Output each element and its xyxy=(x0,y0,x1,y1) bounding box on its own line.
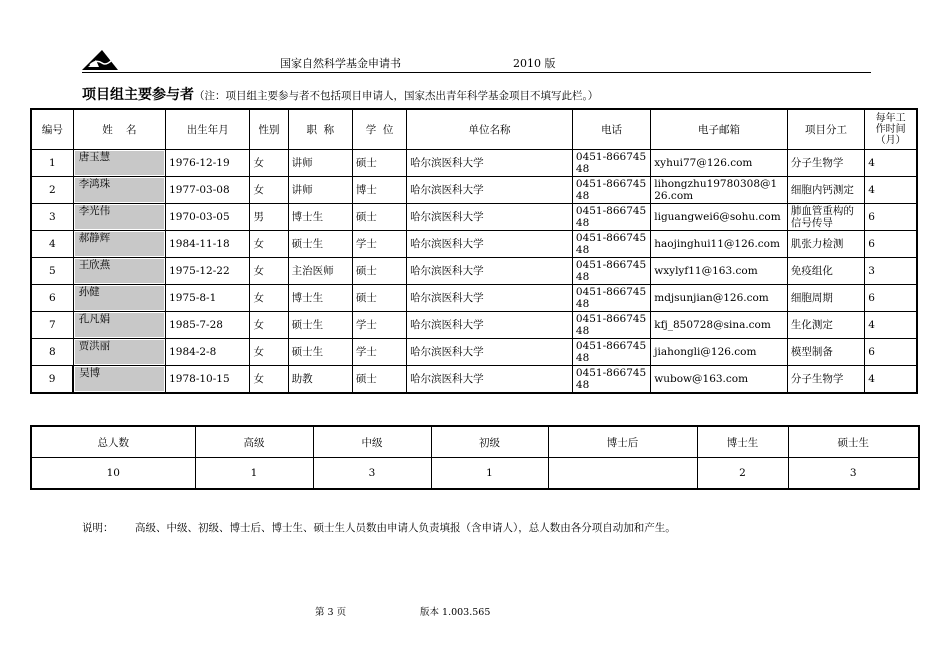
cell-name xyxy=(73,176,165,203)
cell-phone: 0451-86674548 xyxy=(572,311,650,338)
table-row xyxy=(31,149,917,176)
cell-unit: 哈尔滨医科大学 xyxy=(407,284,573,311)
table-row xyxy=(31,284,917,311)
cell-gender: 男 xyxy=(250,203,288,230)
cell-title: 硕士生 xyxy=(288,338,352,365)
staff-summary-table xyxy=(30,425,920,490)
summary-header-master: 硕士生 xyxy=(788,426,919,458)
software-version: 版本 1.003.565 xyxy=(420,607,491,618)
redacted-name: 王欣燕 xyxy=(75,259,164,283)
summary-header-row xyxy=(31,426,919,458)
redacted-name: 李鸿珠 xyxy=(75,178,164,202)
cell-unit: 哈尔滨医科大学 xyxy=(407,257,573,284)
cell-email: wxylyf11@163.com xyxy=(651,257,788,284)
summary-header-junior: 初级 xyxy=(431,426,548,458)
cell-degree: 学士 xyxy=(352,311,406,338)
cell-degree: 博士 xyxy=(352,176,406,203)
cell-birth: 1975-12-22 xyxy=(166,257,250,284)
summary-value-master: 3 xyxy=(788,458,919,490)
section-note: （注：项目组主要参与者不包括项目申请人，国家杰出青年科学基金项目不填写此栏。） xyxy=(194,90,599,102)
cell-months: 6 xyxy=(865,338,917,365)
cell-months: 4 xyxy=(865,311,917,338)
col-header-unit: 单位名称 xyxy=(407,109,573,149)
cell-role: 分子生物学 xyxy=(787,149,864,176)
summary-header-intermediate: 中级 xyxy=(313,426,431,458)
cell-phone: 0451-86674548 xyxy=(572,149,650,176)
cell-name xyxy=(73,284,165,311)
col-header-role: 项目分工 xyxy=(787,109,864,149)
cell-no: 9 xyxy=(31,365,73,393)
col-header-degree: 学 位 xyxy=(352,109,406,149)
cell-title: 硕士生 xyxy=(288,230,352,257)
col-header-months: 每年工作时间（月） xyxy=(865,109,917,149)
cell-phone: 0451-86674548 xyxy=(572,338,650,365)
redacted-name: 孙健 xyxy=(75,286,164,310)
table-row xyxy=(31,230,917,257)
cell-unit: 哈尔滨医科大学 xyxy=(407,149,573,176)
col-header-name: 姓 名 xyxy=(73,109,165,149)
cell-birth: 1985-7-28 xyxy=(166,311,250,338)
header-divider xyxy=(82,72,871,73)
cell-phone: 0451-86674548 xyxy=(572,203,650,230)
col-header-email: 电子邮箱 xyxy=(651,109,788,149)
participants-table xyxy=(30,108,918,394)
cell-role: 分子生物学 xyxy=(787,365,864,393)
cell-months: 4 xyxy=(865,365,917,393)
note-label: 说明： xyxy=(82,522,114,534)
col-header-phone: 电话 xyxy=(572,109,650,149)
cell-gender: 女 xyxy=(250,230,288,257)
redacted-name: 贾洪丽 xyxy=(75,340,164,364)
table-row xyxy=(31,338,917,365)
summary-value-phd: 2 xyxy=(697,458,788,490)
cell-title: 博士生 xyxy=(288,203,352,230)
cell-phone: 0451-86674548 xyxy=(572,257,650,284)
cell-no: 5 xyxy=(31,257,73,284)
cell-gender: 女 xyxy=(250,149,288,176)
cell-title: 讲师 xyxy=(288,176,352,203)
summary-value-senior: 1 xyxy=(195,458,313,490)
cell-no: 3 xyxy=(31,203,73,230)
cell-unit: 哈尔滨医科大学 xyxy=(407,230,573,257)
cell-role: 细胞内钙测定 xyxy=(787,176,864,203)
section-heading xyxy=(82,84,598,104)
redacted-name: 郝静辉 xyxy=(75,232,164,256)
summary-value-total: 10 xyxy=(31,458,195,490)
cell-birth: 1976-12-19 xyxy=(166,149,250,176)
summary-header-total: 总人数 xyxy=(31,426,195,458)
cell-degree: 硕士 xyxy=(352,203,406,230)
cell-months: 3 xyxy=(865,257,917,284)
cell-title: 主治医师 xyxy=(288,257,352,284)
cell-degree: 硕士 xyxy=(352,149,406,176)
cell-months: 6 xyxy=(865,203,917,230)
nsfc-logo-icon xyxy=(82,48,118,72)
cell-title: 讲师 xyxy=(288,149,352,176)
cell-gender: 女 xyxy=(250,176,288,203)
cell-title: 硕士生 xyxy=(288,311,352,338)
cell-title: 助教 xyxy=(288,365,352,393)
cell-no: 7 xyxy=(31,311,73,338)
cell-birth: 1977-03-08 xyxy=(166,176,250,203)
cell-birth: 1975-8-1 xyxy=(166,284,250,311)
summary-header-senior: 高级 xyxy=(195,426,313,458)
cell-birth: 1984-2-8 xyxy=(166,338,250,365)
cell-phone: 0451-86674548 xyxy=(572,284,650,311)
summary-header-phd: 博士生 xyxy=(697,426,788,458)
summary-value-intermediate: 3 xyxy=(313,458,431,490)
col-header-birth: 出生年月 xyxy=(166,109,250,149)
cell-degree: 硕士 xyxy=(352,365,406,393)
cell-role: 模型制备 xyxy=(787,338,864,365)
cell-phone: 0451-86674548 xyxy=(572,365,650,393)
cell-email: xyhui77@126.com xyxy=(651,149,788,176)
cell-name xyxy=(73,149,165,176)
table-row xyxy=(31,257,917,284)
cell-name xyxy=(73,257,165,284)
cell-degree: 硕士 xyxy=(352,257,406,284)
summary-value-junior: 1 xyxy=(431,458,548,490)
cell-role: 肌张力检测 xyxy=(787,230,864,257)
note-text: 高级、中级、初级、博士后、博士生、硕士生人员数由申请人负责填报（含申请人），总人数由各分项自动加和产生。 xyxy=(135,522,676,534)
cell-email: mdjsunjian@126.com xyxy=(651,284,788,311)
table-row xyxy=(31,365,917,393)
table-header-row xyxy=(31,109,917,149)
cell-degree: 硕士 xyxy=(352,284,406,311)
table-row xyxy=(31,176,917,203)
redacted-name: 唐玉慧 xyxy=(75,151,164,175)
redacted-name: 吴博 xyxy=(75,367,164,391)
cell-degree: 学士 xyxy=(352,338,406,365)
cell-months: 4 xyxy=(865,149,917,176)
cell-gender: 女 xyxy=(250,338,288,365)
cell-gender: 女 xyxy=(250,284,288,311)
col-header-gender: 性别 xyxy=(250,109,288,149)
cell-name xyxy=(73,311,165,338)
page-number: 第 3 页 xyxy=(315,607,347,618)
cell-birth: 1978-10-15 xyxy=(166,365,250,393)
cell-email: liguangwei6@sohu.com xyxy=(651,203,788,230)
cell-phone: 0451-86674548 xyxy=(572,230,650,257)
cell-gender: 女 xyxy=(250,257,288,284)
redacted-name: 孔凡娟 xyxy=(75,313,164,337)
cell-no: 4 xyxy=(31,230,73,257)
cell-name xyxy=(73,230,165,257)
cell-unit: 哈尔滨医科大学 xyxy=(407,176,573,203)
cell-email: lihongzhu19780308@126.com xyxy=(651,176,788,203)
cell-email: haojinghui11@126.com xyxy=(651,230,788,257)
version-year: 2010 版 xyxy=(513,57,556,70)
cell-name xyxy=(73,203,165,230)
document-title: 国家自然科学基金申请书 xyxy=(280,57,401,70)
cell-months: 6 xyxy=(865,284,917,311)
cell-role: 细胞周期 xyxy=(787,284,864,311)
cell-months: 4 xyxy=(865,176,917,203)
cell-role: 免疫组化 xyxy=(787,257,864,284)
cell-email: kfj_850728@sina.com xyxy=(651,311,788,338)
cell-no: 8 xyxy=(31,338,73,365)
summary-header-postdoc: 博士后 xyxy=(548,426,697,458)
col-header-no: 编号 xyxy=(31,109,73,149)
cell-no: 6 xyxy=(31,284,73,311)
cell-role: 肺血管重构的信号传导 xyxy=(787,203,864,230)
cell-unit: 哈尔滨医科大学 xyxy=(407,338,573,365)
cell-name xyxy=(73,338,165,365)
cell-gender: 女 xyxy=(250,311,288,338)
cell-birth: 1984-11-18 xyxy=(166,230,250,257)
cell-name xyxy=(73,365,165,393)
cell-unit: 哈尔滨医科大学 xyxy=(407,365,573,393)
cell-gender: 女 xyxy=(250,365,288,393)
summary-value-row xyxy=(31,458,919,490)
summary-value-postdoc xyxy=(548,458,697,490)
section-title: 项目组主要参与者 xyxy=(82,87,194,103)
cell-unit: 哈尔滨医科大学 xyxy=(407,311,573,338)
cell-role: 生化测定 xyxy=(787,311,864,338)
cell-birth: 1970-03-05 xyxy=(166,203,250,230)
cell-months: 6 xyxy=(865,230,917,257)
table-row xyxy=(31,203,917,230)
redacted-name: 李光伟 xyxy=(75,205,164,229)
cell-degree: 学士 xyxy=(352,230,406,257)
col-header-title: 职 称 xyxy=(288,109,352,149)
cell-title: 博士生 xyxy=(288,284,352,311)
explanation-note xyxy=(82,520,676,535)
cell-no: 2 xyxy=(31,176,73,203)
table-row xyxy=(31,311,917,338)
cell-no: 1 xyxy=(31,149,73,176)
cell-phone: 0451-86674548 xyxy=(572,176,650,203)
cell-email: wubow@163.com xyxy=(651,365,788,393)
cell-unit: 哈尔滨医科大学 xyxy=(407,203,573,230)
cell-email: jiahongli@126.com xyxy=(651,338,788,365)
